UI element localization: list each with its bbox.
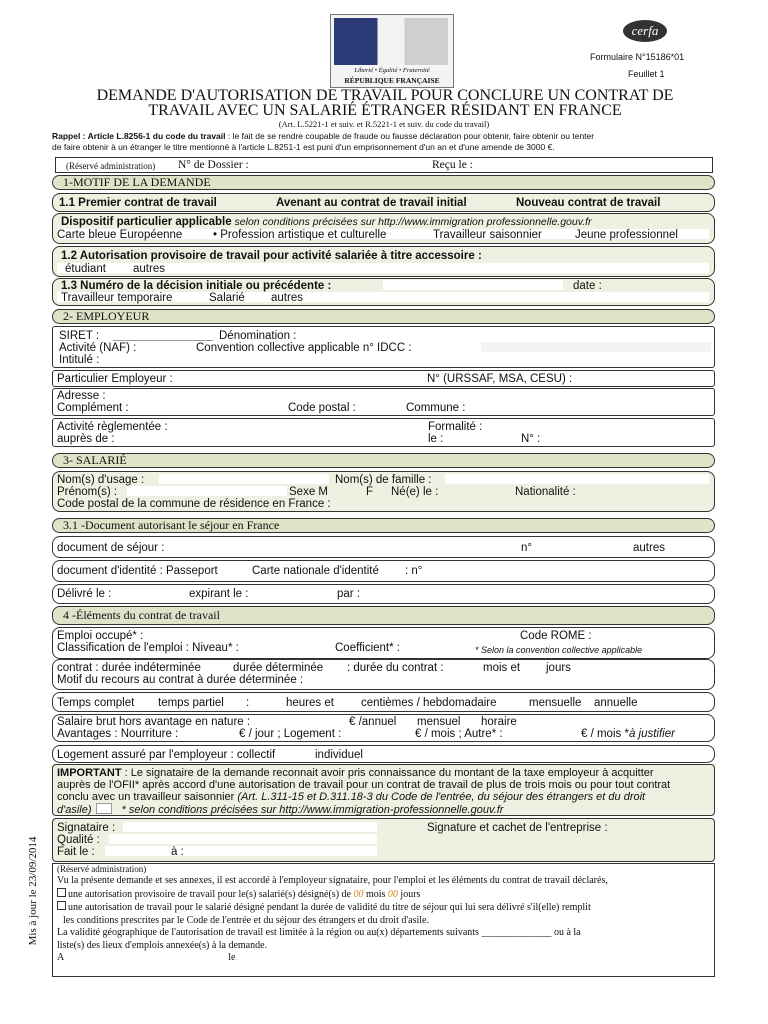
reminder bbox=[52, 131, 722, 153]
private-employer-label: Particulier Employeur : bbox=[57, 373, 173, 385]
section-2-header: 2- EMPLOYEUR bbox=[52, 309, 715, 324]
residence-document-number-label: n° bbox=[521, 542, 532, 554]
benefits-other-unit bbox=[581, 728, 675, 740]
legal-reference: (Art. L.5221-1 et suiv. et R.5221-1 et suiv. du code du travail) bbox=[278, 119, 490, 129]
employee-identity-box bbox=[52, 471, 715, 512]
job-label: Emploi occupé* : bbox=[57, 630, 144, 642]
address-box bbox=[52, 388, 715, 416]
sex-male-option[interactable]: Sexe M bbox=[289, 486, 328, 498]
residence-postal-label: Code postal de la commune de résidence en France : bbox=[57, 498, 331, 510]
important-line1: : Le signataire de la demande reconnait avoir pris connaissance du montant de la taxe employeur à acquitter bbox=[121, 767, 654, 779]
admin-decision-text bbox=[57, 875, 713, 965]
convention-label: Convention collective applicable n° IDCC : bbox=[196, 342, 412, 354]
expiring-on-label: expirant le : bbox=[189, 588, 249, 600]
postal-code-label: Code postal : bbox=[288, 402, 356, 414]
student-option[interactable]: étudiant bbox=[65, 263, 106, 275]
housing-collective-option[interactable]: Logement assuré par l'employeur : collectif bbox=[57, 749, 276, 761]
important-notice bbox=[52, 764, 715, 816]
special-scheme-box bbox=[52, 213, 715, 244]
national-id-option[interactable]: Carte nationale d'identité bbox=[252, 565, 379, 577]
permanent-contract-option[interactable]: contrat : durée indéterminée bbox=[57, 662, 201, 674]
annual-option[interactable]: annuelle bbox=[594, 697, 638, 709]
done-on-label: Fait le : bbox=[57, 846, 95, 858]
fixed-term-option[interactable]: durée déterminée bbox=[233, 662, 324, 674]
section-1-1-row bbox=[52, 193, 715, 212]
rome-code-label: Code ROME : bbox=[520, 630, 592, 642]
issued-on-label: Délivré le : bbox=[57, 588, 112, 600]
employer-identity-box bbox=[52, 326, 715, 368]
young-professional-option[interactable]: Jeune professionnel bbox=[575, 229, 678, 241]
admin-days-value: 00 bbox=[387, 888, 398, 900]
working-time-colon: : bbox=[246, 697, 250, 709]
section-3-header: 3- SALARIÉ bbox=[52, 453, 715, 468]
full-time-option[interactable]: Temps complet bbox=[57, 697, 135, 709]
page-title-line2: TRAVAIL AVEC UN SALARIÉ ÉTRANGER RÉSIDANT EN FRANCE bbox=[148, 102, 622, 119]
reminder-title: Rappel : Article L.8256-1 du code du travail bbox=[52, 131, 226, 141]
logo-motto: Liberté • Égalité • Fraternité bbox=[354, 67, 430, 74]
admin-decision-box bbox=[52, 863, 715, 977]
marianne-logo-image bbox=[334, 18, 448, 65]
important-checkbox[interactable] bbox=[96, 803, 112, 814]
others-option-2[interactable]: autres bbox=[271, 292, 303, 304]
signatory-label: Signataire : bbox=[57, 822, 116, 834]
justify-note: à justifier bbox=[628, 728, 675, 740]
identity-document-box bbox=[52, 560, 715, 582]
cerfa-logo: cerfa bbox=[623, 20, 667, 42]
full-authorization-checkbox[interactable] bbox=[57, 901, 66, 910]
admin-line2c: jours bbox=[397, 888, 421, 900]
signature-box bbox=[52, 818, 715, 862]
benefits-other-unit-text: € / mois * bbox=[581, 728, 629, 740]
signatory-input[interactable] bbox=[123, 822, 377, 832]
family-name-label: Nom(s) de famille : bbox=[335, 474, 432, 486]
convention-note: * Selon la convention collective applicable bbox=[475, 645, 643, 655]
section-1-2-box bbox=[52, 246, 715, 277]
important-line2: auprès de l'OFII* après accord d'une autorisation de travail pour un contrat de travail de plus de trois mois ou pour tout contrat bbox=[57, 779, 671, 791]
part-time-option[interactable]: temps partiel bbox=[158, 697, 224, 709]
with-authority-label: auprès de : bbox=[57, 433, 115, 445]
page-title-line1: DEMANDE D'AUTORISATION DE TRAVAIL POUR CONCLURE UN CONTRAT DE bbox=[96, 87, 674, 104]
admin-date-label: le bbox=[228, 952, 236, 963]
decision-date-label: date : bbox=[573, 280, 602, 292]
contract-duration-label: : durée du contrat : bbox=[347, 662, 444, 674]
family-name-input[interactable] bbox=[445, 474, 709, 484]
contract-duration-box bbox=[52, 659, 715, 690]
special-scheme-label bbox=[61, 216, 592, 228]
first-names-label: Prénom(s) : bbox=[57, 486, 118, 498]
republique-francaise-logo bbox=[330, 14, 454, 88]
urssaf-label: N° (URSSAF, MSA, CESU) : bbox=[427, 373, 573, 385]
hours-label: heures et bbox=[286, 697, 334, 709]
complement-label: Complément : bbox=[57, 402, 129, 414]
issue-dates-box bbox=[52, 584, 715, 604]
formality-date-label: le : bbox=[428, 433, 444, 445]
admin-dossier-row bbox=[55, 157, 713, 173]
issued-by-label: par : bbox=[337, 588, 361, 600]
salary-monthly-option[interactable]: mensuel bbox=[417, 716, 461, 728]
formality-number-label: N° : bbox=[521, 433, 541, 445]
provisional-checkbox[interactable] bbox=[57, 888, 66, 897]
blue-card-option[interactable]: Carte bleue Européenne bbox=[57, 229, 183, 241]
months-label: mois et bbox=[483, 662, 521, 674]
important-text bbox=[57, 767, 713, 816]
admin-line5: La validité géographique de l'autorisation de travail est limitée à la région ou au(x) départements suivants ______________ ou à la bbox=[57, 927, 581, 938]
birth-date-label: Né(e) le : bbox=[391, 486, 439, 498]
salary-box bbox=[52, 714, 715, 742]
done-on-input[interactable] bbox=[105, 846, 377, 856]
admin-line1: Vu la présente demande et ses annexes, il est accordé à l'employeur signataire, pour l'emploi et les éléments du contrat de travail déclarés, bbox=[57, 875, 608, 886]
siret-label: SIRET : bbox=[59, 330, 100, 342]
artistic-profession-option[interactable]: • Profession artistique et culturelle bbox=[213, 229, 387, 241]
days-label: jours bbox=[546, 662, 571, 674]
admin-line6: liste(s) des lieux d'emplois annexée(s) à la demande. bbox=[57, 939, 268, 951]
admin-reserved-label: (Réservé administration) bbox=[66, 161, 156, 171]
new-contract-option[interactable]: Nouveau contrat de travail bbox=[516, 197, 661, 209]
dossier-number-label: N° de Dossier : bbox=[178, 159, 249, 171]
classification-label: Classification de l'emploi : Niveau* : bbox=[57, 642, 239, 654]
admin-reserved-bottom: (Réservé administration) bbox=[57, 864, 147, 874]
first-names-input[interactable] bbox=[127, 486, 287, 496]
amendment-option[interactable]: Avenant au contrat de travail initial bbox=[276, 197, 467, 209]
residence-document-label: document de séjour : bbox=[57, 542, 165, 554]
fixed-term-reason-label: Motif du recours au contrat à durée déterminée : bbox=[57, 674, 304, 686]
regulated-activity-label: Activité règlementée : bbox=[57, 421, 168, 433]
important-title: IMPORTANT bbox=[57, 767, 122, 779]
passport-option[interactable]: document d'identité : Passeport bbox=[57, 565, 218, 577]
usage-name-input[interactable] bbox=[159, 474, 329, 484]
denomination-label: Dénomination : bbox=[219, 330, 297, 342]
intitule-label: Intitulé : bbox=[59, 354, 100, 366]
identity-number-label: : n° bbox=[405, 565, 423, 577]
special-scheme-note: selon conditions précisées sur http://www.immigration professionnelle.gouv.fr bbox=[231, 216, 592, 228]
admin-line2a: une autorisation provisoire de travail pour le(s) salarié(s) désigné(s) de bbox=[68, 888, 354, 900]
private-employer-box bbox=[52, 370, 715, 387]
provisional-authorization-label: 1.2 Autorisation provisoire de travail pour activité salariée à titre accessoire : bbox=[61, 250, 482, 262]
monthly-option[interactable]: mensuelle bbox=[529, 697, 582, 709]
working-time-box bbox=[52, 692, 715, 712]
update-date-note: Mis à jour le 23/09/2014 bbox=[27, 836, 39, 946]
housing-box bbox=[52, 745, 715, 763]
address-label: Adresse : bbox=[57, 390, 106, 402]
formality-label: Formalité : bbox=[428, 421, 483, 433]
reminder-text2: de faire obtenir à un étranger le titre mentionné à l'article L.8251-1 est puni d'un emprisonnement d'un an et d'une amende de 3000 €. bbox=[52, 142, 555, 152]
section-3-1-header: 3.1 -Document autorisant le séjour en France bbox=[52, 518, 715, 533]
special-scheme-title: Dispositif particulier applicable bbox=[61, 216, 232, 228]
section-1-header: 1-MOTIF DE LA DEMANDE bbox=[52, 175, 715, 190]
admin-line2b: mois bbox=[363, 888, 388, 900]
admin-place-label: A bbox=[57, 952, 65, 963]
others-option[interactable]: autres bbox=[133, 263, 165, 275]
qualification-label: Qualité : bbox=[57, 834, 100, 846]
decision-number-input[interactable] bbox=[383, 280, 563, 290]
usage-name-label: Nom(s) d'usage : bbox=[57, 474, 145, 486]
benefits-food-label: Avantages : Nourriture : bbox=[57, 728, 179, 740]
company-stamp-label: Signature et cachet de l'entreprise : bbox=[427, 822, 608, 834]
benefits-housing-label: € / jour ; Logement : bbox=[239, 728, 342, 740]
temporary-worker-option[interactable]: Travailleur temporaire bbox=[61, 292, 173, 304]
hundredths-weekly-option[interactable]: centièmes / hebdomadaire bbox=[361, 697, 497, 709]
nationality-label: Nationalité : bbox=[515, 486, 576, 498]
job-box bbox=[52, 627, 715, 659]
regulated-activity-box bbox=[52, 418, 715, 447]
form-number: Formulaire N°15186*01 bbox=[590, 52, 685, 62]
seasonal-worker-option[interactable]: Travailleur saisonnier bbox=[433, 229, 542, 241]
important-line3: conclu avec un travailleur saisonnier bbox=[57, 791, 238, 803]
section-4-header: 4 -Éléments du contrat de travail bbox=[52, 606, 715, 625]
important-line3-ref: (Art. L.311-15 et D.311.18-3 du Code de l'entrée, du séjour des étrangers et du droit bbox=[237, 791, 646, 803]
admin-line3: une autorisation de travail pour le salarié désigné pendant la durée de validité du titre de séjour qui lui sera délivré s'il(elle) remplit bbox=[68, 902, 591, 913]
siret-input[interactable] bbox=[113, 330, 213, 341]
gross-salary-label: Salaire brut hors avantage en nature : bbox=[57, 716, 251, 728]
done-at-label: à : bbox=[171, 846, 184, 858]
decision-number-label: 1.3 Numéro de la décision initiale ou précédente : bbox=[61, 280, 332, 292]
logo-republic: RÉPUBLIQUE FRANÇAISE bbox=[344, 76, 440, 85]
admin-line4: les conditions prescrites par le Code de l'entrée et du séjour des étrangers et du droit d'asile. bbox=[63, 914, 429, 926]
important-line4-rest: * selon conditions précisées sur http://www.immigration-professionnelle.gouv.fr bbox=[121, 804, 504, 816]
housing-individual-option[interactable]: individuel bbox=[315, 749, 363, 761]
qualification-input[interactable] bbox=[109, 834, 377, 844]
benefits-other-label: € / mois ; Autre* : bbox=[415, 728, 503, 740]
reminder-text1: : le fait de se rendre coupable de fraude ou fausse déclaration pour obtenir, faire obtenir ou tenter bbox=[225, 131, 595, 141]
commune-label: Commune : bbox=[406, 402, 466, 414]
sex-female-option[interactable]: F bbox=[366, 486, 374, 498]
naf-label: Activité (NAF) : bbox=[59, 342, 137, 354]
received-date-label: Reçu le : bbox=[432, 159, 473, 171]
coefficient-label: Coefficient* : bbox=[335, 642, 400, 654]
sheet-number: Feuillet 1 bbox=[628, 69, 665, 79]
section-1-3-box bbox=[52, 278, 715, 306]
salary-annual-option[interactable]: € /annuel bbox=[349, 716, 397, 728]
salary-hourly-option[interactable]: horaire bbox=[481, 716, 517, 728]
important-line4: d'asile) bbox=[57, 804, 92, 816]
residence-document-box bbox=[52, 536, 715, 558]
first-contract-option[interactable]: 1.1 Premier contrat de travail bbox=[59, 197, 217, 209]
idcc-input[interactable] bbox=[481, 342, 711, 352]
admin-months-value: 00 bbox=[353, 888, 364, 900]
residence-document-others[interactable]: autres bbox=[633, 542, 665, 554]
employee-option[interactable]: Salarié bbox=[209, 292, 245, 304]
